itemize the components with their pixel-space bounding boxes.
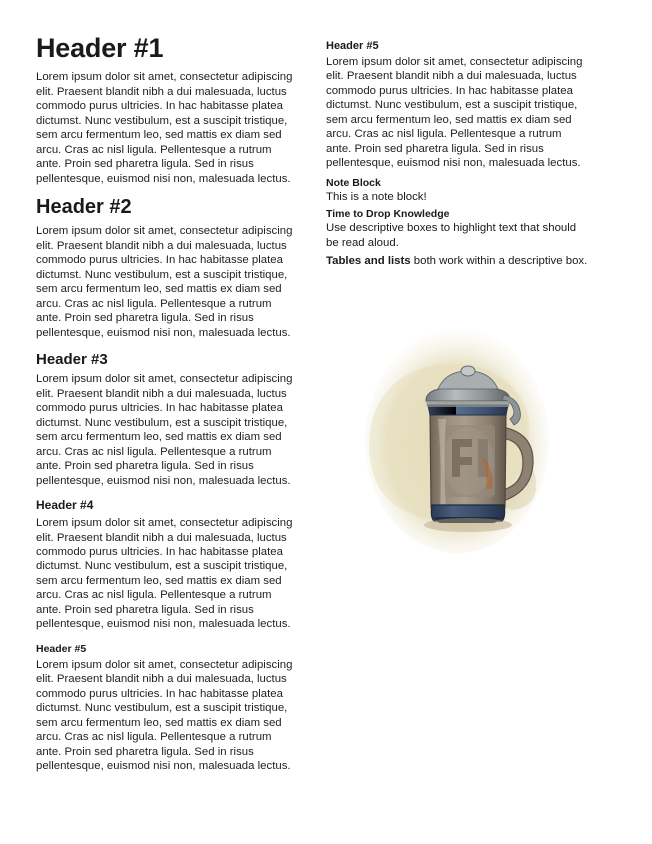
descriptive-box-text: Use descriptive boxes to highlight text that should be read aloud. xyxy=(326,222,577,249)
note-block-title: Note Block xyxy=(326,176,381,189)
tables-and-lists-note xyxy=(326,254,588,268)
section-body-4: Lorem ipsum dolor sit amet, consectetur adipiscing elit. Praesent blandit nibh a dui malesuada, luctus commodo purus ultricies. In hac habitasse platea dictumst. Nunc vestibulum, est a suscipit tristique, sem arcu fermentum leo, sed mattis ex diam sed arcu. Cras ac nisl ligula. Pellentesque a rutrum ante. Proin sed pharetra ligula. Sed in risus pellentesque, euismod nisi non, malesuada lectus. xyxy=(36,517,293,631)
section-body-2: Lorem ipsum dolor sit amet, consectetur adipiscing elit. Praesent blandit nibh a dui malesuada, luctus commodo purus ultricies. In hac habitasse platea dictumst. Nunc vestibulum, est a suscipit tristique, sem arcu fermentum leo, sed mattis ex diam sed arcu. Cras ac nisl ligula. Pellentesque a rutrum ante. Proin sed pharetra ligula. Sed in risus pellentesque, euismod nisi non, malesuada lectus. xyxy=(36,225,293,339)
section-heading-2: Header #2 xyxy=(36,196,132,219)
right-section-heading: Header #5 xyxy=(326,40,379,52)
note-block-text: This is a note block! xyxy=(326,190,427,203)
page-title: Header #1 xyxy=(36,33,164,63)
right-column xyxy=(326,34,588,569)
tables-and-lists-lead: Tables and lists xyxy=(326,255,411,268)
tables-and-lists-rest: both work within a descriptive box. xyxy=(410,255,588,268)
section-heading-5: Header #5 xyxy=(36,642,87,655)
left-column xyxy=(36,34,298,776)
beer-stein-illustration xyxy=(326,309,588,569)
descriptive-box-title: Time to Drop Knowledge xyxy=(326,208,450,221)
section-body-1: Lorem ipsum dolor sit amet, consectetur adipiscing elit. Praesent blandit nibh a dui malesuada, luctus commodo purus ultricies. In hac habitasse platea dictumst. Nunc vestibulum, est a suscipit tristique, sem arcu fermentum leo, sed mattis ex diam sed arcu. Cras ac nisl ligula. Pellentesque a rutrum ante. Proin sed pharetra ligula. Sed in risus pellentesque, euismod nisi non, malesuada lectus. xyxy=(36,71,293,185)
right-section-body: Lorem ipsum dolor sit amet, consectetur adipiscing elit. Praesent blandit nibh a dui malesuada, luctus commodo purus ultricies. In hac habitasse platea dictumst. Nunc vestibulum, est a suscipit tristique, sem arcu fermentum leo, sed mattis ex diam sed arcu. Cras ac nisl ligula. Pellentesque a rutrum ante. Proin sed pharetra ligula. Sed in risus pellentesque, euismod nisi non, malesuada lectus. xyxy=(326,56,583,170)
section-heading-4: Header #4 xyxy=(36,498,94,513)
section-heading-3: Header #3 xyxy=(36,351,108,369)
section-body-5: Lorem ipsum dolor sit amet, consectetur adipiscing elit. Praesent blandit nibh a dui malesuada, luctus commodo purus ultricies. In hac habitasse platea dictumst. Nunc vestibulum, est a suscipit tristique, sem arcu fermentum leo, sed mattis ex diam sed arcu. Cras ac nisl ligula. Pellentesque a rutrum ante. Proin sed pharetra ligula. Sed in risus pellentesque, euismod nisi non, malesuada lectus. xyxy=(36,658,293,773)
two-column-layout xyxy=(36,34,616,776)
section-body-3: Lorem ipsum dolor sit amet, consectetur adipiscing elit. Praesent blandit nibh a dui malesuada, luctus commodo purus ultricies. In hac habitasse platea dictumst. Nunc vestibulum, est a suscipit tristique, sem arcu fermentum leo, sed mattis ex diam sed arcu. Cras ac nisl ligula. Pellentesque a rutrum ante. Proin sed pharetra ligula. Sed in risus pellentesque, euismod nisi non, malesuada lectus. xyxy=(36,373,293,487)
